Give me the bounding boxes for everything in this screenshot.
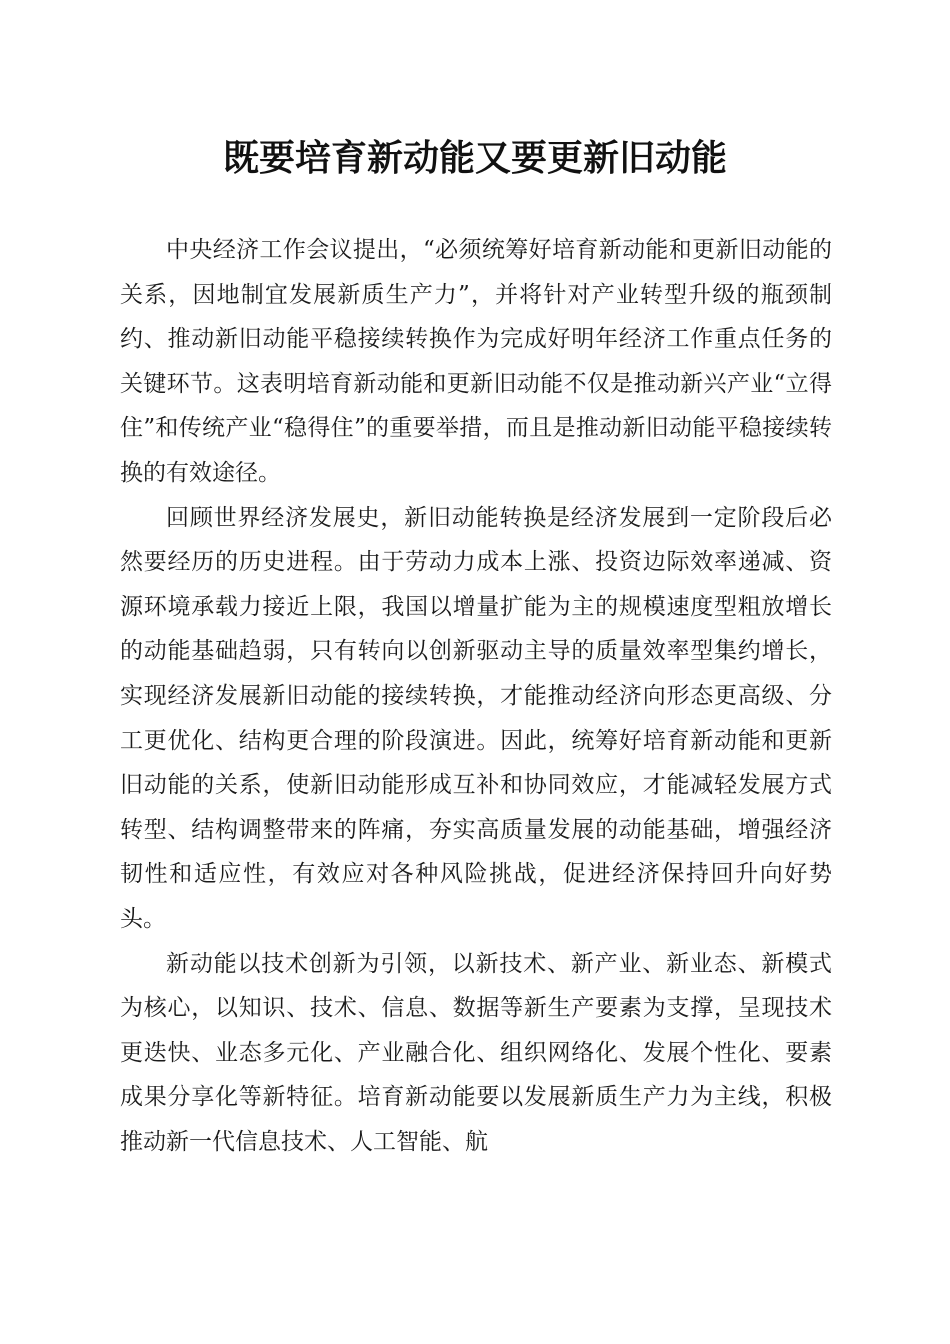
paragraph: 回顾世界经济发展史，新旧动能转换是经济发展到一定阶段后必然要经历的历史进程。由于劳动力成本上涨、投资边际效率递减、资源环境承载力接近上限，我国以增量扩能为主的规模速度型粗放增长的动能基础趋弱，只有转向以创新驱动主导的质量效率型集约增长，实现经济发展新旧动能的接续转换，才能推动经济向形态更高级、分工更优化、结构更合理的阶段演进。因此，统筹好培育新动能和更新旧动能的关系，使新旧动能形成互补和协同效应，才能减轻发展方式转型、结构调整带来的阵痛，夯实高质量发展的动能基础，增强经济韧性和适应性，有效应对各种风险挑战，促进经济保持回升向好势头。	[120, 504, 832, 932]
document-title: 既要培育新动能又要更新旧动能	[222, 137, 727, 179]
paragraph: 中央经济工作会议提出，“必须统筹好培育新动能和更新旧动能的关系，因地制宜发展新质生产力”，并将针对产业转型升级的瓶颈制约、推动新旧动能平稳接续转换作为完成好明年经济工作重点任务的关键环节。这表明培育新动能和更新旧动能不仅是推动新兴产业“立得住”和传统产业“稳得住”的重要举措，而且是推动新旧动能平稳接续转换的有效途径。	[120, 237, 832, 486]
document-body	[120, 228, 832, 1164]
paragraph: 新动能以技术创新为引领，以新技术、新产业、新业态、新模式为核心，以知识、技术、信息、数据等新生产要素为支撑，呈现技术更迭快、业态多元化、产业融合化、组织网络化、发展个性化、要素成果分享化等新特征。培育新动能要以发展新质生产力为主线，积极推动新一代信息技术、人工智能、航	[120, 950, 832, 1155]
